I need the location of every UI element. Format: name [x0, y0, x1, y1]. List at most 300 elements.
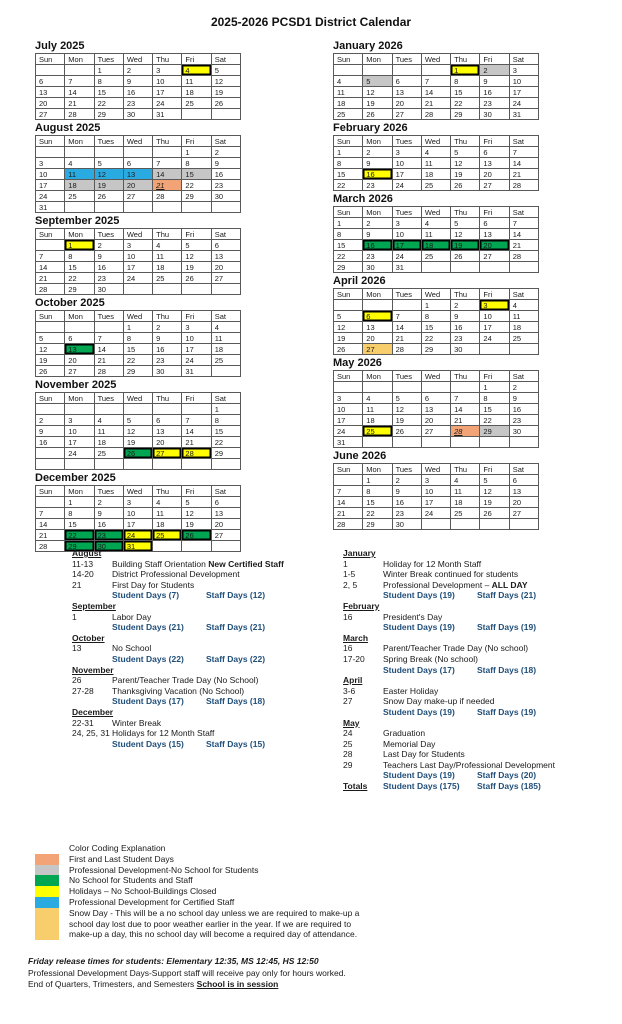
- calendar-column-left: [35, 40, 243, 554]
- day-cell: 18: [94, 437, 123, 448]
- note-item-text: Teachers Last Day/Professional Development: [383, 759, 555, 770]
- day-cell: 21: [65, 98, 94, 109]
- note-item: [72, 686, 340, 697]
- day-cell: 2: [509, 382, 538, 393]
- weekday-header: Sun: [36, 486, 65, 497]
- note-item-date: 11-13: [72, 558, 94, 569]
- day-cell: 12: [182, 508, 211, 519]
- staff-days-count: Staff Days (15): [206, 738, 266, 749]
- day-cell: 22: [334, 251, 363, 262]
- note-month-heading-label: September: [72, 600, 116, 611]
- day-cell: 1: [421, 300, 450, 311]
- week-row: [334, 508, 539, 519]
- day-cell: 23: [392, 508, 421, 519]
- weekday-header: Sat: [509, 289, 538, 300]
- weekday-header: Fri: [480, 464, 509, 475]
- week-row: [334, 475, 539, 486]
- day-cell: [65, 404, 94, 415]
- salmon-swatch: [35, 854, 59, 865]
- day-cell: 2: [94, 497, 123, 508]
- day-cell: 10: [480, 311, 509, 322]
- day-cell: [211, 284, 240, 295]
- day-cell: 14: [509, 229, 538, 240]
- day-cell: 19: [363, 98, 392, 109]
- day-cell: 29: [123, 366, 152, 377]
- day-cell: 21: [392, 333, 421, 344]
- note-item-text: Easter Holiday: [383, 685, 439, 696]
- day-cell: 15: [334, 169, 363, 180]
- day-cell: 19: [334, 333, 363, 344]
- day-cell: 27: [392, 109, 421, 120]
- day-cell: [334, 300, 363, 311]
- day-cell: 31: [36, 202, 65, 213]
- month-table: [333, 206, 539, 273]
- weekday-header: Tues: [94, 229, 123, 240]
- weekday-header: Tues: [94, 54, 123, 65]
- day-cell: [153, 459, 182, 470]
- note-item-text: Holidays for 12 Month Staff: [112, 728, 215, 739]
- day-cell: 20: [509, 497, 538, 508]
- day-cell: 27: [153, 448, 182, 459]
- day-cell: 27: [480, 251, 509, 262]
- month-title: April 2026: [333, 275, 386, 287]
- day-cell: 22: [480, 415, 509, 426]
- weekday-header: Mon: [65, 136, 94, 147]
- day-cell: 27: [509, 508, 538, 519]
- day-cell: 28: [36, 541, 65, 552]
- day-cell: 11: [421, 229, 450, 240]
- day-cell: 13: [65, 344, 94, 355]
- day-cell: 2: [36, 415, 65, 426]
- day-cell: 9: [509, 393, 538, 404]
- weekday-header: Tues: [94, 136, 123, 147]
- day-cell: 6: [421, 393, 450, 404]
- note-item-text: Labor Day: [112, 611, 152, 622]
- week-row: [36, 333, 241, 344]
- month-table: [35, 228, 241, 295]
- weekday-header: Thu: [153, 393, 182, 404]
- day-cell: [36, 448, 65, 459]
- note-item: [72, 675, 340, 686]
- note-item-date: 1-5: [343, 569, 356, 580]
- month-table: [333, 463, 539, 530]
- day-cell: 10: [36, 169, 65, 180]
- week-row: [36, 355, 241, 366]
- day-cell: [334, 65, 363, 76]
- note-month-heading: [343, 601, 619, 612]
- month-section: [333, 40, 541, 120]
- week-row: [36, 262, 241, 273]
- week-row: [36, 497, 241, 508]
- student-days-count: Student Days (21): [112, 622, 184, 633]
- staff-days-count: Staff Days (12): [206, 590, 266, 601]
- weekday-header: Sun: [334, 136, 363, 147]
- week-row: [334, 393, 539, 404]
- day-cell: 20: [211, 262, 240, 273]
- day-cell: 23: [509, 415, 538, 426]
- day-cell: 21: [36, 530, 65, 541]
- day-cell: [123, 147, 152, 158]
- day-cell: 20: [211, 519, 240, 530]
- day-cell: [509, 344, 538, 355]
- month-title: October 2025: [35, 297, 105, 309]
- day-cell: 22: [211, 437, 240, 448]
- note-item-date: 3-6: [343, 685, 356, 696]
- week-row: [334, 98, 539, 109]
- day-cell: 5: [334, 311, 363, 322]
- day-cell: 7: [94, 333, 123, 344]
- week-row: [334, 262, 539, 273]
- note-month-heading-label: December: [72, 706, 114, 717]
- day-cell: 1: [182, 147, 211, 158]
- week-row: [36, 322, 241, 333]
- month-section: [333, 275, 541, 355]
- note-item-date: 17-20: [343, 653, 365, 664]
- day-cell: 18: [211, 344, 240, 355]
- note-item: [72, 569, 340, 580]
- day-cell: [363, 65, 392, 76]
- day-cell: 4: [421, 218, 450, 229]
- day-cell: 18: [509, 322, 538, 333]
- color-coding-legend: [35, 843, 375, 940]
- day-cell: 28: [451, 426, 480, 437]
- note-item: [343, 569, 619, 580]
- student-days-count: Student Days (17): [112, 696, 184, 707]
- day-cell: [182, 202, 211, 213]
- day-cell: 17: [123, 519, 152, 530]
- gray-swatch: [35, 865, 59, 876]
- pd-pay-note: Professional Development Days-Support staff will receive pay only for hours worked.: [28, 967, 346, 978]
- day-cell: 12: [480, 486, 509, 497]
- day-cell: [94, 459, 123, 470]
- days-count-row: [383, 622, 619, 633]
- day-cell: 20: [480, 240, 509, 251]
- day-cell: 1: [480, 382, 509, 393]
- weekday-header: Mon: [65, 229, 94, 240]
- note-item-text: Winter Break continued for students: [383, 569, 519, 580]
- day-cell: 2: [392, 475, 421, 486]
- week-row: [334, 158, 539, 169]
- day-cell: 18: [421, 169, 450, 180]
- day-cell: 5: [36, 333, 65, 344]
- month-title: July 2025: [35, 40, 85, 52]
- day-cell: 15: [480, 404, 509, 415]
- day-cell: 25: [211, 355, 240, 366]
- staff-days-count: Staff Days (18): [206, 696, 266, 707]
- month-title: November 2025: [35, 379, 117, 391]
- weekday-header: Sat: [509, 207, 538, 218]
- note-month-heading-label: March: [343, 632, 369, 643]
- days-count-row: [112, 739, 340, 750]
- week-row: [36, 344, 241, 355]
- day-cell: 14: [182, 426, 211, 437]
- day-cell: 29: [451, 109, 480, 120]
- note-item-text: Winter Break: [112, 717, 162, 728]
- day-cell: 22: [334, 180, 363, 191]
- day-cell: 27: [36, 109, 65, 120]
- day-cell: 5: [451, 218, 480, 229]
- month-title: January 2026: [333, 40, 403, 52]
- note-item-date: 24, 25, 31: [72, 728, 110, 739]
- day-cell: 13: [211, 251, 240, 262]
- weekday-header: Mon: [363, 464, 392, 475]
- day-cell: 3: [123, 497, 152, 508]
- day-cell: 17: [392, 240, 421, 251]
- day-cell: 21: [153, 180, 182, 191]
- note-item-date: 21: [72, 579, 82, 590]
- day-cell: 11: [451, 486, 480, 497]
- day-cell: 10: [509, 76, 538, 87]
- day-cell: [392, 300, 421, 311]
- week-row: [334, 180, 539, 191]
- day-cell: 25: [509, 333, 538, 344]
- calendar-column-right: [333, 40, 541, 532]
- day-cell: 21: [509, 240, 538, 251]
- day-cell: 11: [65, 169, 94, 180]
- week-row: [36, 240, 241, 251]
- day-cell: 13: [211, 508, 240, 519]
- day-cell: [211, 366, 240, 377]
- day-cell: 20: [153, 437, 182, 448]
- legend-text: Color Coding Explanation: [69, 843, 166, 853]
- note-item-date: 16: [343, 643, 353, 654]
- weekday-header: Sat: [509, 371, 538, 382]
- day-cell: 12: [36, 344, 65, 355]
- day-cell: 24: [392, 180, 421, 191]
- day-cell: 11: [421, 158, 450, 169]
- day-cell: 4: [153, 497, 182, 508]
- weekday-header: Tues: [392, 289, 421, 300]
- week-row: [36, 251, 241, 262]
- note-item: [343, 654, 619, 665]
- day-cell: 17: [509, 87, 538, 98]
- day-cell: 22: [451, 98, 480, 109]
- day-cell: 28: [509, 180, 538, 191]
- day-cell: 6: [480, 147, 509, 158]
- note-item-text: Professional Development – ALL DAY: [383, 579, 528, 590]
- day-cell: 8: [334, 158, 363, 169]
- page-title: 2025-2026 PCSD1 District Calendar: [210, 15, 412, 29]
- note-item: [343, 739, 619, 750]
- day-cell: [421, 65, 450, 76]
- day-cell: 18: [153, 262, 182, 273]
- day-cell: 26: [451, 180, 480, 191]
- day-cell: [36, 65, 65, 76]
- weekday-header: Sat: [211, 393, 240, 404]
- day-cell: [334, 475, 363, 486]
- week-row: [334, 300, 539, 311]
- day-cell: 26: [480, 508, 509, 519]
- day-cell: 25: [451, 508, 480, 519]
- day-cell: 28: [36, 284, 65, 295]
- day-cell: 11: [182, 76, 211, 87]
- day-cell: 5: [94, 158, 123, 169]
- note-item: [343, 728, 619, 739]
- note-item-date: 27: [343, 696, 353, 707]
- day-cell: [451, 262, 480, 273]
- day-cell: [123, 404, 152, 415]
- weekday-header: Mon: [363, 207, 392, 218]
- month-table: [35, 485, 241, 552]
- weekday-header-row: [334, 289, 539, 300]
- day-cell: [211, 109, 240, 120]
- weekday-header: Wed: [123, 393, 152, 404]
- week-row: [334, 109, 539, 120]
- note-month-heading-label: January: [343, 548, 376, 558]
- week-row: [36, 76, 241, 87]
- day-cell: 1: [211, 404, 240, 415]
- day-cell: 30: [153, 366, 182, 377]
- day-cell: 19: [211, 87, 240, 98]
- day-cell: 10: [65, 426, 94, 437]
- student-days-count: Student Days (15): [112, 738, 184, 749]
- day-cell: [421, 262, 450, 273]
- day-cell: 23: [123, 98, 152, 109]
- day-cell: 13: [509, 486, 538, 497]
- week-row: [36, 109, 241, 120]
- week-row: [36, 87, 241, 98]
- staff-days-count: Staff Days (18): [477, 664, 537, 675]
- day-cell: 4: [211, 322, 240, 333]
- week-row: [36, 158, 241, 169]
- weekday-header-row: [334, 371, 539, 382]
- day-cell: 7: [36, 508, 65, 519]
- day-cell: 26: [334, 344, 363, 355]
- day-cell: 16: [480, 87, 509, 98]
- note-month-heading-label: November: [72, 664, 114, 675]
- day-cell: 16: [36, 437, 65, 448]
- note-month-heading: [343, 548, 619, 559]
- weekday-header: Mon: [65, 393, 94, 404]
- month-section: [333, 122, 541, 191]
- day-cell: 30: [363, 262, 392, 273]
- day-cell: 19: [451, 240, 480, 251]
- month-table: [35, 392, 241, 470]
- week-row: [334, 426, 539, 437]
- day-cell: 22: [182, 180, 211, 191]
- day-cell: 24: [509, 98, 538, 109]
- day-cell: 23: [94, 530, 123, 541]
- day-cell: 14: [94, 344, 123, 355]
- day-cell: 12: [211, 76, 240, 87]
- day-cell: 24: [392, 251, 421, 262]
- day-cell: 28: [392, 344, 421, 355]
- day-cell: 6: [480, 218, 509, 229]
- day-cell: 7: [451, 393, 480, 404]
- day-cell: 6: [153, 415, 182, 426]
- days-count-row: [383, 665, 619, 676]
- day-cell: 10: [392, 229, 421, 240]
- day-cell: 23: [363, 180, 392, 191]
- day-cell: 1: [94, 65, 123, 76]
- day-cell: 17: [123, 262, 152, 273]
- week-row: [334, 344, 539, 355]
- day-cell: 6: [509, 475, 538, 486]
- day-cell: 30: [94, 284, 123, 295]
- days-count-row: [383, 770, 619, 781]
- weekday-header-row: [334, 207, 539, 218]
- day-cell: 21: [182, 437, 211, 448]
- day-cell: 28: [509, 251, 538, 262]
- week-row: [36, 437, 241, 448]
- day-cell: 13: [153, 426, 182, 437]
- day-cell: [480, 262, 509, 273]
- weekday-header: Sat: [211, 229, 240, 240]
- week-row: [334, 437, 539, 448]
- day-cell: 12: [94, 169, 123, 180]
- day-cell: [480, 344, 509, 355]
- week-row: [36, 508, 241, 519]
- day-cell: 28: [421, 109, 450, 120]
- day-cell: 29: [334, 262, 363, 273]
- weekday-header: Thu: [451, 136, 480, 147]
- day-cell: [123, 459, 152, 470]
- student-days-count: Student Days (19): [383, 622, 455, 633]
- weekday-header: Sat: [211, 486, 240, 497]
- day-cell: 6: [363, 311, 392, 322]
- day-cell: 19: [451, 169, 480, 180]
- month-table: [333, 370, 539, 448]
- day-cell: 24: [36, 191, 65, 202]
- day-cell: [480, 519, 509, 530]
- day-cell: 10: [334, 404, 363, 415]
- day-cell: [36, 322, 65, 333]
- note-item: [343, 612, 619, 623]
- day-cell: 6: [65, 333, 94, 344]
- note-item-date: 29: [343, 759, 353, 770]
- weekday-header-row: [334, 54, 539, 65]
- day-cell: 30: [211, 191, 240, 202]
- day-cell: 2: [153, 322, 182, 333]
- day-cell: 23: [153, 355, 182, 366]
- weekday-header: Sat: [211, 54, 240, 65]
- note-item: [343, 580, 619, 591]
- day-cell: 15: [451, 87, 480, 98]
- day-cell: [123, 284, 152, 295]
- day-cell: 29: [182, 191, 211, 202]
- day-cell: 16: [392, 497, 421, 508]
- day-cell: 30: [123, 109, 152, 120]
- day-cell: 4: [509, 300, 538, 311]
- day-cell: 15: [94, 87, 123, 98]
- note-month-heading: [72, 633, 340, 644]
- day-cell: 20: [36, 98, 65, 109]
- month-table: [333, 53, 539, 120]
- day-cell: 23: [451, 333, 480, 344]
- day-cell: 21: [421, 98, 450, 109]
- month-section: [35, 122, 243, 213]
- day-cell: 30: [94, 541, 123, 552]
- day-cell: 26: [94, 191, 123, 202]
- day-cell: 27: [480, 180, 509, 191]
- day-cell: 17: [182, 344, 211, 355]
- weekday-header: Thu: [451, 207, 480, 218]
- day-cell: 22: [123, 355, 152, 366]
- day-cell: 16: [363, 169, 392, 180]
- day-cell: 24: [421, 508, 450, 519]
- weekday-header: Thu: [153, 229, 182, 240]
- day-cell: 16: [123, 87, 152, 98]
- legend-text: Professional Development for Certified Staff: [69, 896, 235, 907]
- week-row: [334, 218, 539, 229]
- week-row: [334, 229, 539, 240]
- weekday-header: Tues: [94, 393, 123, 404]
- day-cell: 9: [36, 426, 65, 437]
- note-item: [343, 686, 619, 697]
- day-cell: [36, 147, 65, 158]
- weekday-header: Fri: [480, 54, 509, 65]
- day-cell: 25: [153, 530, 182, 541]
